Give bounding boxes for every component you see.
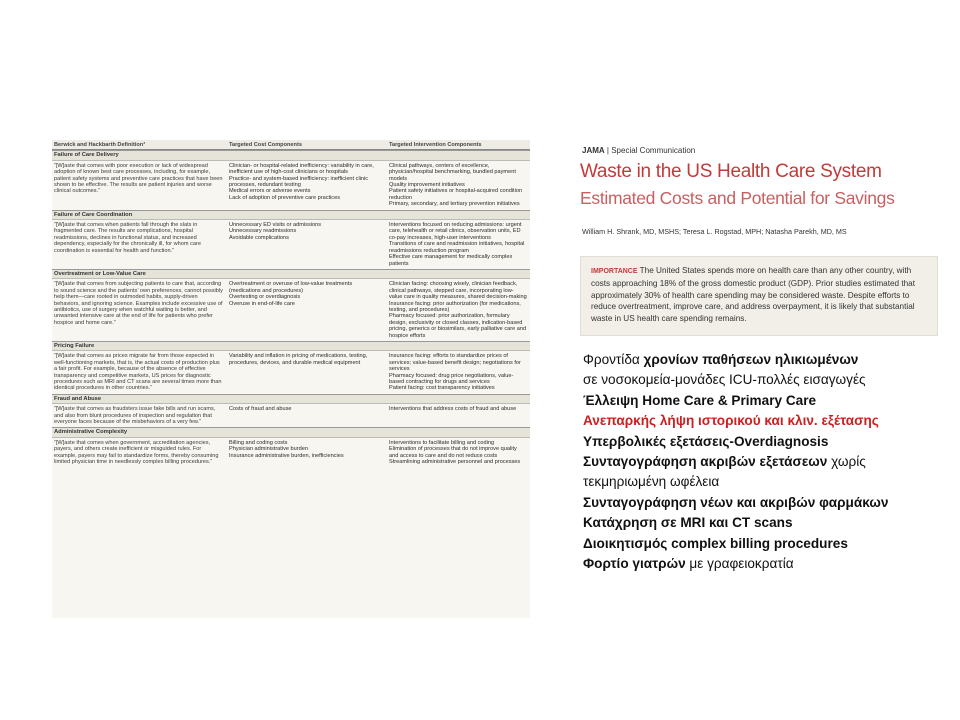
note-line-5 [583,432,953,452]
cell-item: Lack of adoption of preventive care practices [229,194,341,201]
cell-item: Patient safety initiatives or hospital-acquired condition reduction [389,188,523,201]
note-text-bold: Διοικητισμός complex billing procedures [583,535,848,551]
note-line-10 [583,534,953,554]
cell-item: Effective care management for medically complex patients [389,254,513,267]
section-title: Failure of Care Delivery [52,150,530,160]
cell-item: Practice- and system-based inefficiency: inefficient clinic processes, redundant testing [229,175,369,189]
definition-cell: “[W]aste that comes with poor execution or lack of widespread adoption of known best care processes, including, for example, patient safety systems and preventive care practices that have been shown to be effective. The results are patient injuries and worse clinical outcomes.” [54,162,223,195]
cell-item: Interventions focused on reducing admissions: urgent care, telehealth or retail clinics, observation units, ED co-pay increases, high-user interventions [389,222,522,241]
cell-item: Patient facing: cost transparency initiatives [389,385,495,392]
cell-item: Overtreatment or overuse of low-value treatments (medications and procedures) [229,281,353,294]
section-title: Overtreatment or Low-Value Care [52,269,530,279]
cell-item: Streamlining administrative personnel and processes [389,459,521,466]
note-text-bold: Υπερβολικές εξετάσεις-Overdiagnosis [583,433,829,449]
table-row [52,279,530,341]
journal-name: JAMA [582,146,605,155]
note-line-2: σε νοσοκομεία-μονάδες ICU-πολλές εισαγωγές [583,372,866,388]
note-line-8 [583,493,953,513]
note-text: με γραφειοκρατία [685,556,794,572]
greek-notes [583,350,953,574]
interventions-cell [387,406,530,425]
cell-item: Unnecessary ED visits or admissions [229,222,322,229]
costs-cell [227,222,387,267]
cell-item: Insurance facing: prior authorization (for medications, testing, and procedures) [389,300,521,313]
note-line-9 [583,513,953,533]
importance-label: IMPORTANCE [591,268,638,275]
header-interventions: Targeted Intervention Components [389,142,482,148]
cell-item: Clinician facing: choosing wisely, clinician feedback, clinical pathways, stepped care, incorporating low-value care in quality measures, shared decision-making [389,281,527,301]
interventions-cell [387,281,530,339]
interventions-cell [387,222,530,267]
header-definition: Berwick and Hackbarth Definition³ [54,142,146,148]
table-body [52,150,530,467]
note-text-bold: Φορτίο γιατρών [583,556,686,572]
cell-item: Costs of fraud and abuse [229,406,292,413]
cell-item: Variability and inflation in pricing of medications, testing, procedures, devices, and durable medical equipment [229,353,368,366]
importance-text: The United States spends more on health care than any other country, with costs approaching 18% of the gross domestic product (GDP). Prior studies estimated that approximately 30% of health care spending may be considered waste. Despite efforts to reduce overtreatment, improve care, and address overpayment, it is likely that substantial waste in US health care spending remains. [591,266,916,324]
section-title: Fraud and Abuse [52,394,530,404]
note-line-6 [583,452,953,472]
journal-separator: | [606,146,609,155]
cell-item: Overuse in end-of-life care [229,300,295,307]
interventions-cell [387,440,530,466]
costs-cell [227,406,387,425]
cell-item: Quality improvement initiatives [389,182,465,189]
note-line-4 [583,411,953,431]
note-line-3 [583,391,953,411]
cell-item: Clinical pathways, centers of excellence, physician/hospital benchmarking, bundled payment models [389,162,516,182]
cell-item: Pharmacy focused: drug price negotiations, value-based contracting for drugs and services [389,372,514,385]
note-text-bold: Κατάχρηση σε MRI και CT scans [583,515,793,531]
section-title: Pricing Failure [52,341,530,351]
table-row [52,220,530,269]
costs-cell [227,281,387,339]
note-line-11 [583,554,953,574]
cell-item: Insurance administrative burden, inefficiencies [229,452,344,459]
cell-item: Clinician- or hospital-related inefficiency: variability in care, inefficient use of high-cost clinicians or hospitals [229,162,374,176]
cell-item: Interventions that address costs of fraud and abuse [389,406,517,413]
note-text-bold: Ανεπαρκής λήψη ιστορικού και κλιν. εξέτασης [583,413,879,429]
importance-box [580,256,938,336]
note-text-bold: χρονίων παθήσεων ηλικιωμένων [643,352,859,367]
definition-cell: “[W]aste that comes as fraudsters issue fake bills and run scams, and also from blunt procedures of inspection and regulation that everyone faces because of the misbehaviors of a very few.” [54,406,216,426]
table-row [52,438,530,468]
section-title: Failure of Care Coordination [52,210,530,220]
section-title: Administrative Complexity [52,427,530,437]
header-costs: Targeted Cost Components [229,142,302,148]
note-text-bold: Συνταγογράφηση νέων και ακριβών φαρμάκων [583,494,889,510]
definition-cell: “[W]aste that comes when patients fall through the slats in fragmented care. The results are complications, hospital readmissions, declines in functional status, and increased dependency, especially for the chronically ill, for whom care coordination is essential for health and function.” [54,222,201,254]
table-row [52,404,530,427]
article-subtitle: Estimated Costs and Potential for Savings [580,188,895,208]
cell-item: Overtesting or overdiagnosis [229,294,301,301]
table-row [52,351,530,393]
table-header [52,140,530,150]
article-authors: William H. Shrank, MD, MSHS; Teresa L. Rogstad, MPH; Natasha Parekh, MD, MS [582,227,847,236]
note-text-bold: Συνταγογράφηση ακριβών εξετάσεων [583,454,828,470]
cell-item: Interventions to facilitate billing and coding [389,439,495,446]
costs-cell [227,353,387,391]
costs-cell [227,163,387,208]
cell-item: Pharmacy focused: prior authorization, formulary design, exclusivity or closed classes, indication-based pricing, generics or biosimilars, early palliative care and hospice efforts [389,313,527,339]
cell-item: Avoidable complications [229,234,289,241]
cell-item: Elimination of processes that do not improve quality and access to care and do not reduce costs [389,446,517,459]
cell-item: Physician administrative burden [229,446,308,453]
journal-line [582,146,695,155]
cell-item: Medical errors or adverse events [229,188,311,195]
cell-item: Transitions of care and readmission initiatives, hospital readmissions reduction program [389,241,525,254]
article-title: Waste in the US Health Care System [580,161,882,182]
note-text: Φροντίδα [583,352,644,367]
definition-cell: “[W]aste that comes as prices migrate far from those expected in well-functioning markets, that is, the actual costs of production plus a fair profit. For example, because of the absence of effective transparency and competitive markets, US prices for diagnostic procedures such as MRI and CT scans are several times more than identical procedures in other countries.” [54,353,222,392]
costs-cell [227,440,387,466]
note-text: χωρίς [827,454,866,470]
cell-item: Insurance facing: efforts to standardize prices of services; value-based benefit design; negotiations for services [389,353,521,373]
table-row [52,161,530,210]
note-text-bold: Έλλειψη Home Care & Primary Care [583,392,817,408]
cell-item: Billing and coding costs [229,439,288,446]
cell-item: Primary, secondary, and tertiary prevention initiatives [389,201,520,208]
definition-cell: “[W]aste that comes when government, accreditation agencies, payers, and others create inefficient or misguided rules. For example, payers may fail to standardize forms, thereby consuming limited physician time in needlessly complex billing procedures.” [54,439,219,466]
interventions-cell [387,353,530,391]
journal-section: Special Communication [611,146,696,155]
definition-cell: “[W]aste that comes from subjecting patients to care that, according to sound science and the patients’ own preferences, cannot possibly help them—care rooted in outmoded habits, supply-driven behaviors, and ignoring science. Examples include excessive use of antibiotics, use of surgery when watchful waiting is better, and unwanted intensive care at the end of life for patients who prefer hospice and home care.” [54,281,223,326]
note-line-1 [583,350,953,370]
interventions-cell [387,163,530,208]
cell-item: Unnecessary readmissions [229,228,297,235]
waste-table [52,140,530,618]
note-line-7: τεκμηριωμένη ωφέλεια [583,474,720,490]
